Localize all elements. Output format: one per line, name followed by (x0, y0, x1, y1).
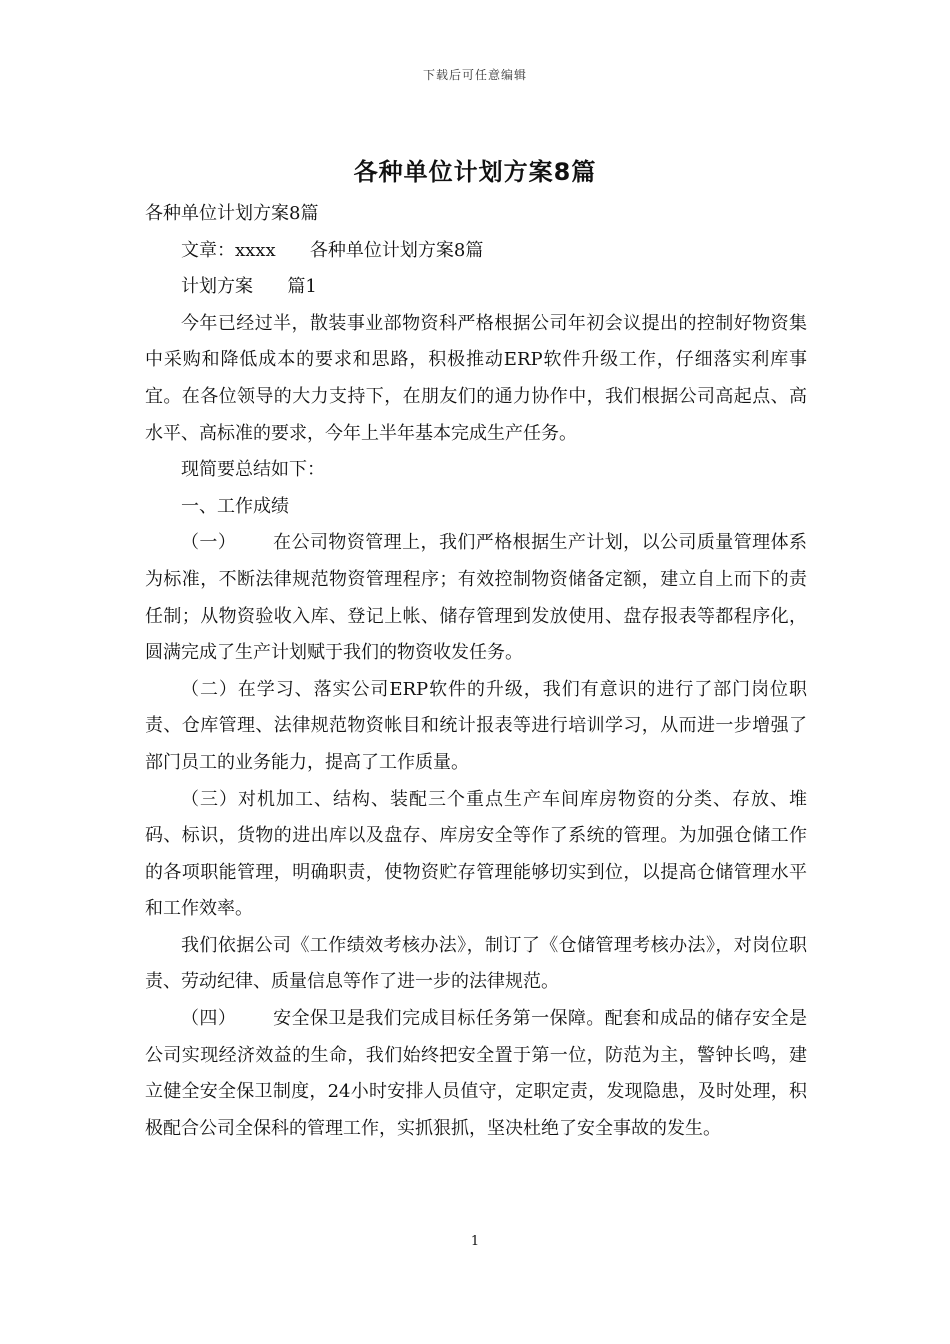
paragraph-intro: 今年已经过半，散装事业部物资科严格根据公司年初会议提出的控制好物资集中采购和降低成本的要求和思路，积极推动ERP软件升级工作，仔细落实利库事宜。在各位领导的大力支持下，在朋友们的通力协作中，我们根据公司高起点、高水平、高标准的要求，今年上半年基本完成生产任务。 (145, 312, 807, 444)
paragraph-item-3: （三）对机加工、结构、装配三个重点生产车间库房物资的分类、存放、堆码、标识，货物的进出库以及盘存、库房安全等作了系统的管理。为加强仓储工作的各项职能管理，明确职责，使物资贮存管理能够切实到位，以提高仓储管理水平和工作效率。 (145, 788, 807, 920)
paragraph-section-heading: 计划方案 篇1 (181, 276, 317, 298)
paragraph-item-4: （四） 安全保卫是我们完成目标任务第一保障。配套和成品的储存安全是公司实现经济效益的生命，我们始终把安全置于第一位，防范为主，警钟长鸣，建立健全安全保卫制度，24小时安排人员值守，定职定责，发现隐患，及时处理，积极配合公司全保科的管理工作，实抓狠抓，坚决杜绝了安全事故的发生。 (145, 1008, 807, 1139)
paragraph-article-line: 文章：xxxx 各种单位计划方案8篇 (181, 239, 484, 261)
paragraph-assessment: 我们依据公司《工作绩效考核办法》，制订了《仓储管理考核办法》，对岗位职责、劳动纪律、质量信息等作了进一步的法律规范。 (145, 934, 807, 993)
paragraph-summary-lead: 现简要总结如下： (181, 459, 325, 481)
paragraph-heading-achievements: 一、工作成绩 (181, 495, 289, 517)
paragraph-item-1: （一） 在公司物资管理上，我们严格根据生产计划，以公司质量管理体系为标准，不断法律规范物资管理程序；有效控制物资储备定额，建立自上而下的责任制；从物资验收入库、登记上帐、储存管理到发放使用、盘存报表等都程序化，圆满完成了生产计划赋于我们的物资收发任务。 (145, 532, 807, 664)
document-title: 各种单位计划方案8篇 (353, 158, 597, 186)
page-number: 1 (470, 1234, 480, 1249)
paragraph-item-2: （二）在学习、落实公司ERP软件的升级，我们有意识的进行了部门岗位职责、仓库管理、法律规范物资帐目和统计报表等进行培训学习，从而进一步增强了部门员工的业务能力，提高了工作质量。 (145, 678, 807, 773)
document-body (145, 196, 807, 1147)
header-note: 下载后可任意编辑 (422, 68, 527, 82)
paragraph-subtitle: 各种单位计划方案8篇 (145, 203, 319, 224)
